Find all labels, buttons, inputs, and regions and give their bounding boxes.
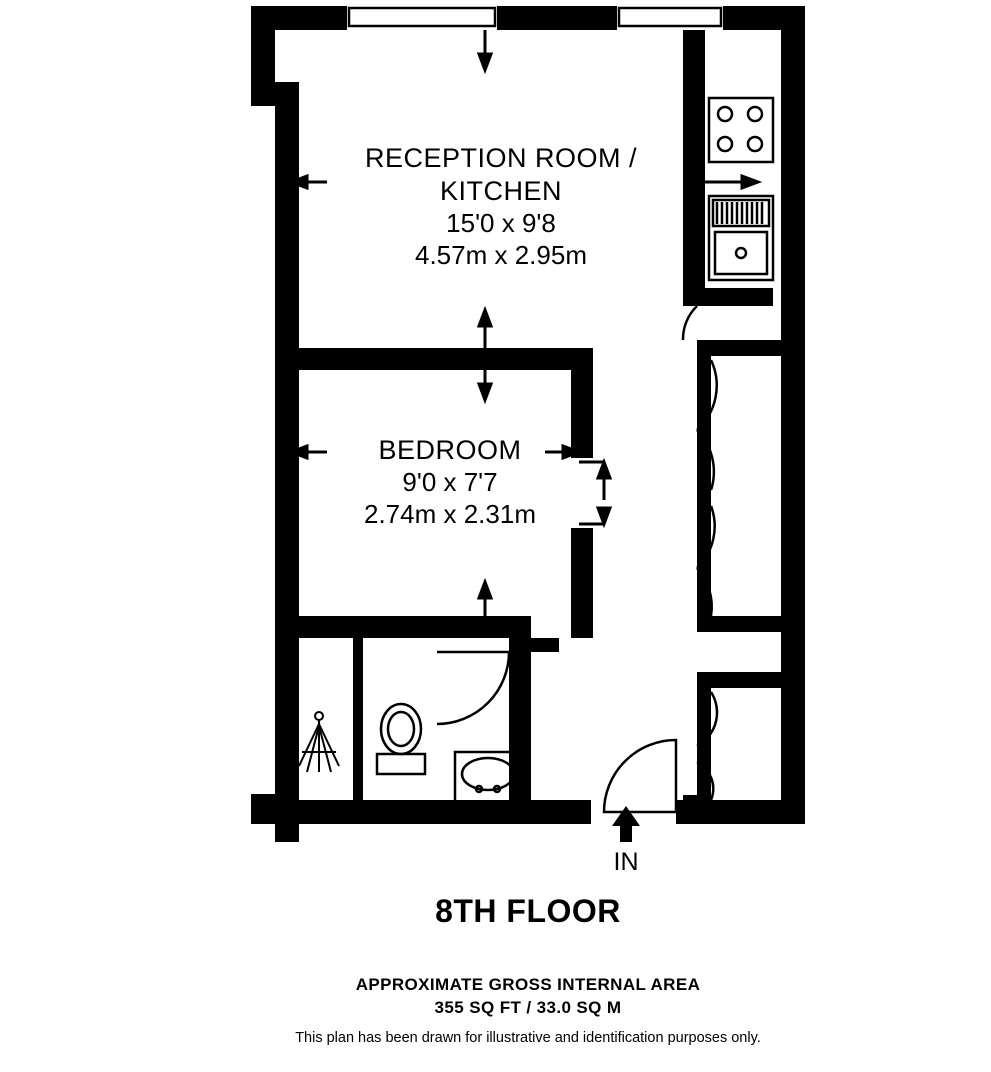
area-summary [145,975,911,1018]
disclaimer-text: This plan has been drawn for illustrative and identification purposes only. [295,1030,761,1046]
shower-icon [299,712,339,772]
area-value: 355 SQ FT / 33.0 SQ M [434,998,622,1017]
hob-icon [709,98,773,162]
room-label-reception-kitchen [296,142,706,271]
room-dims-metric: 2.74m x 2.31m [364,498,536,529]
room-name-line1: RECEPTION ROOM / [364,143,637,173]
sink-icon [709,196,773,280]
room-dims-imperial: 9'0 x 7'7 [402,466,498,497]
room-name-line2: KITCHEN [439,175,562,206]
walls-group [251,6,805,842]
room-label-bedroom [300,434,600,530]
toilet-icon [377,704,425,774]
room-dims-metric: 4.57m x 2.95m [415,239,587,270]
area-heading: APPROXIMATE GROSS INTERNAL AREA [355,975,701,994]
room-name-line1: BEDROOM [378,435,522,465]
room-dims-imperial: 15'0 x 9'8 [446,207,556,238]
floor-title: 8TH FLOOR [435,893,621,929]
entrance-label: IN [613,848,639,876]
